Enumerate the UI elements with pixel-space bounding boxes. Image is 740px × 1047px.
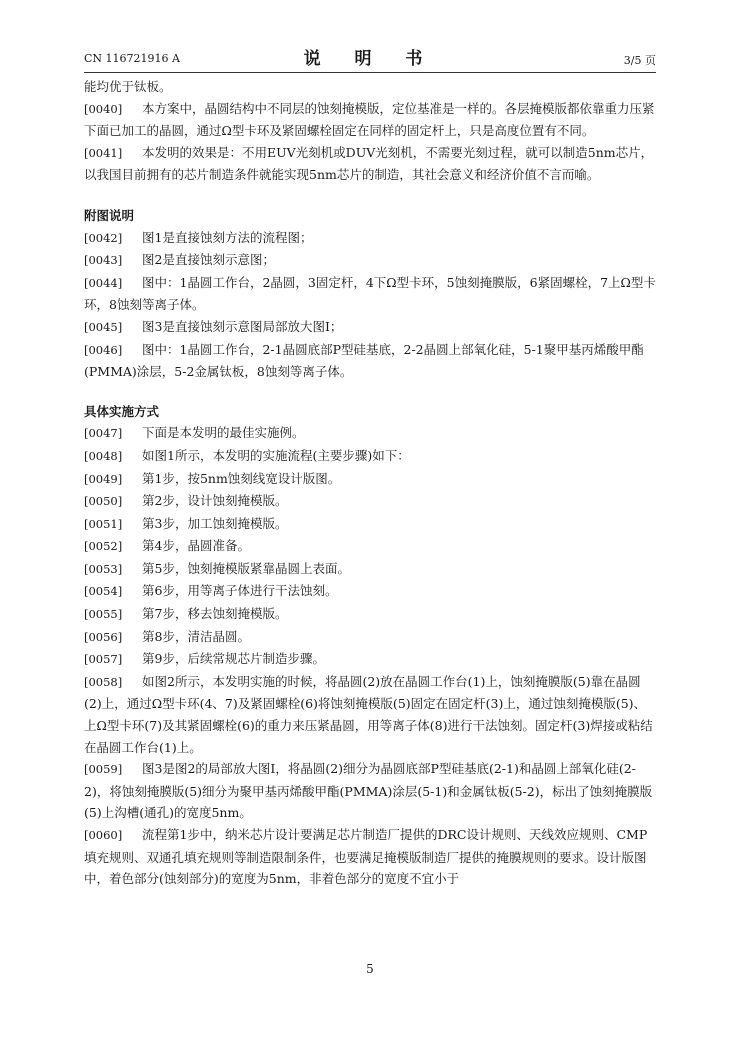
paragraph-text: 图1是直接蚀刻方法的流程图；	[142, 229, 313, 245]
paragraph-text: 图中：1晶圆工作台，2晶圆，3固定杆，4下Ω型卡环，5蚀刻掩膜版，6紧固螺栓，7上Ω型卡环，8蚀刻等离子体。	[84, 274, 656, 313]
header-rule	[84, 72, 656, 73]
paragraph	[84, 648, 656, 671]
paragraph-number: [0051]	[84, 516, 123, 531]
paragraph-number: [0046]	[84, 342, 123, 357]
paragraph-number: [0043]	[84, 253, 123, 268]
drawings-paragraphs	[84, 227, 656, 383]
paragraph-text: 第5步，蚀刻掩模版紧靠晶圆上表面。	[142, 560, 350, 576]
paragraph-number: [0042]	[84, 230, 123, 245]
paragraph-text: 第9步，后续常规芯片制造步骤。	[142, 651, 325, 667]
paragraph	[84, 142, 656, 186]
paragraph-text: 本发明的效果是：不用EUV光刻机或DUV光刻机，不需要光刻过程，就可以制造5nm芯片，以我国目前拥有的芯片制造条件就能实现5nm芯片的制造，其社会意义和经济价值不言而喻。	[84, 144, 654, 183]
paragraph-text: 图2是直接蚀刻示意图；	[142, 252, 275, 268]
paragraph-text: 第3步，加工蚀刻掩模版。	[142, 515, 288, 531]
paragraph	[84, 316, 656, 339]
paragraph	[84, 490, 656, 513]
section-gap	[84, 383, 656, 401]
paragraph-text: 第6步，用等离子体进行干法蚀刻。	[142, 583, 338, 599]
paragraph-number: [0059]	[84, 762, 123, 777]
paragraph-number: [0050]	[84, 494, 123, 509]
paragraph	[84, 468, 656, 491]
paragraph	[84, 580, 656, 603]
paragraph-number: [0040]	[84, 101, 123, 116]
paragraph	[84, 98, 656, 142]
paragraph	[84, 227, 656, 250]
paragraph	[84, 445, 656, 468]
paragraph	[84, 758, 656, 824]
paragraph-number: [0054]	[84, 584, 123, 599]
paragraph-text: 图3是直接蚀刻示意图局部放大图I；	[142, 318, 343, 334]
paragraph-number: [0056]	[84, 629, 123, 644]
paragraph-text: 如图2所示，本发明实施的时候，将晶圆(2)放在晶圆工作台(1)上，蚀刻掩膜版(5)靠在晶圆(2)上，通过Ω型卡环(4、7)及紧固螺栓(6)将蚀刻掩模版(5)固定在固定杆(3)上，通过蚀刻掩模版(5)、上Ω型卡环(7)及其紧固螺栓(6)的重力来压紧晶圆，用等离子体(8)进行干法蚀刻。固定杆(3)焊接或粘结在晶圆工作台(1)上。	[84, 673, 653, 755]
paragraph	[84, 422, 656, 445]
embodiment-paragraphs	[84, 422, 656, 889]
paragraph-number: [0058]	[84, 674, 123, 689]
paragraph-text: 如图1所示，本发明的实施流程(主要步骤)如下：	[142, 447, 410, 463]
paragraph	[84, 626, 656, 649]
section-heading-embodiments: 具体实施方式	[84, 403, 160, 419]
paragraph-number: [0060]	[84, 828, 123, 842]
paragraph	[84, 76, 656, 98]
paragraph-text: 本方案中，晶圆结构中不同层的蚀刻掩模版，定位基准是一样的。各层掩模版都依靠重力压紧下面已加工的晶圆，通过Ω型卡环及紧固螺栓固定在同样的固定杆上，只是高度位置有不同。	[84, 100, 655, 139]
page-header	[84, 44, 656, 70]
paragraph-number: [0057]	[84, 652, 123, 667]
paragraph-text: 流程第1步中，纳米芯片设计要满足芯片制造厂提供的DRC设计规则、天线效应规则、CMP填充规则、双通孔填充规则等制造限制条件，也要满足掩模版制造厂提供的掩膜规则的要求。设计版图中，着色部分(蚀刻部分)的宽度为5nm，非着色部分的宽度不宜小于	[84, 827, 648, 887]
paragraph-number: [0045]	[84, 319, 123, 334]
paragraph-text: 第1步，按5nm蚀刻线宽设计版图。	[142, 470, 341, 486]
doc-number: CN 116721916 A	[84, 52, 180, 65]
paragraph-number: [0053]	[84, 561, 123, 576]
paragraph-number: [0044]	[84, 275, 123, 290]
paragraph	[84, 671, 656, 758]
intro-paragraphs	[84, 76, 656, 186]
doc-title: 说 明 书	[303, 49, 437, 69]
paragraph-number: [0049]	[84, 471, 123, 486]
paragraph	[84, 339, 656, 383]
page-count: 3/5 页	[623, 54, 656, 67]
paragraph-text: 图中：1晶圆工作台，2-1晶圆底部P型硅基底，2-2晶圆上部氧化硅，5-1聚甲基丙烯酸甲酯(PMMA)涂层，5-2金属钛板，8蚀刻等离子体。	[84, 341, 644, 380]
paragraph	[84, 535, 656, 558]
section-heading-drawings: 附图说明	[84, 207, 135, 223]
paragraph	[84, 249, 656, 272]
paragraph	[84, 603, 656, 626]
paragraph	[84, 513, 656, 536]
paragraph-text: 第4步，晶圆准备。	[142, 538, 250, 554]
paragraph-number: [0052]	[84, 539, 123, 554]
paragraph-number: [0047]	[84, 426, 123, 441]
paragraph-text: 图3是图2的局部放大图I，将晶圆(2)细分为晶圆底部P型硅基底(2-1)和晶圆上部氧化硅(2-2)，将蚀刻掩膜版(5)细分为聚甲基丙烯酸甲酯(PMMA)涂层(5-1)和金属钛板(5-2)，标出了蚀刻掩膜版(5)上沟槽(通孔)的宽度5nm。	[84, 761, 653, 821]
paragraph	[84, 824, 656, 890]
document-body	[84, 76, 656, 890]
paragraph-number: [0048]	[84, 448, 123, 463]
paragraph-text: 能均优于钛板。	[84, 79, 172, 94]
paragraph-text: 第2步，设计蚀刻掩模版。	[142, 493, 288, 509]
paragraph-text: 下面是本发明的最佳实施例。	[142, 425, 305, 441]
paragraph-number: [0055]	[84, 607, 123, 622]
paragraph-text: 第7步，移去蚀刻掩模版。	[142, 606, 288, 622]
page-number: 5	[366, 962, 374, 976]
paragraph	[84, 272, 656, 316]
paragraph-number: [0041]	[84, 145, 123, 160]
paragraph-text: 第8步，清洁晶圆。	[142, 628, 250, 644]
paragraph	[84, 558, 656, 581]
